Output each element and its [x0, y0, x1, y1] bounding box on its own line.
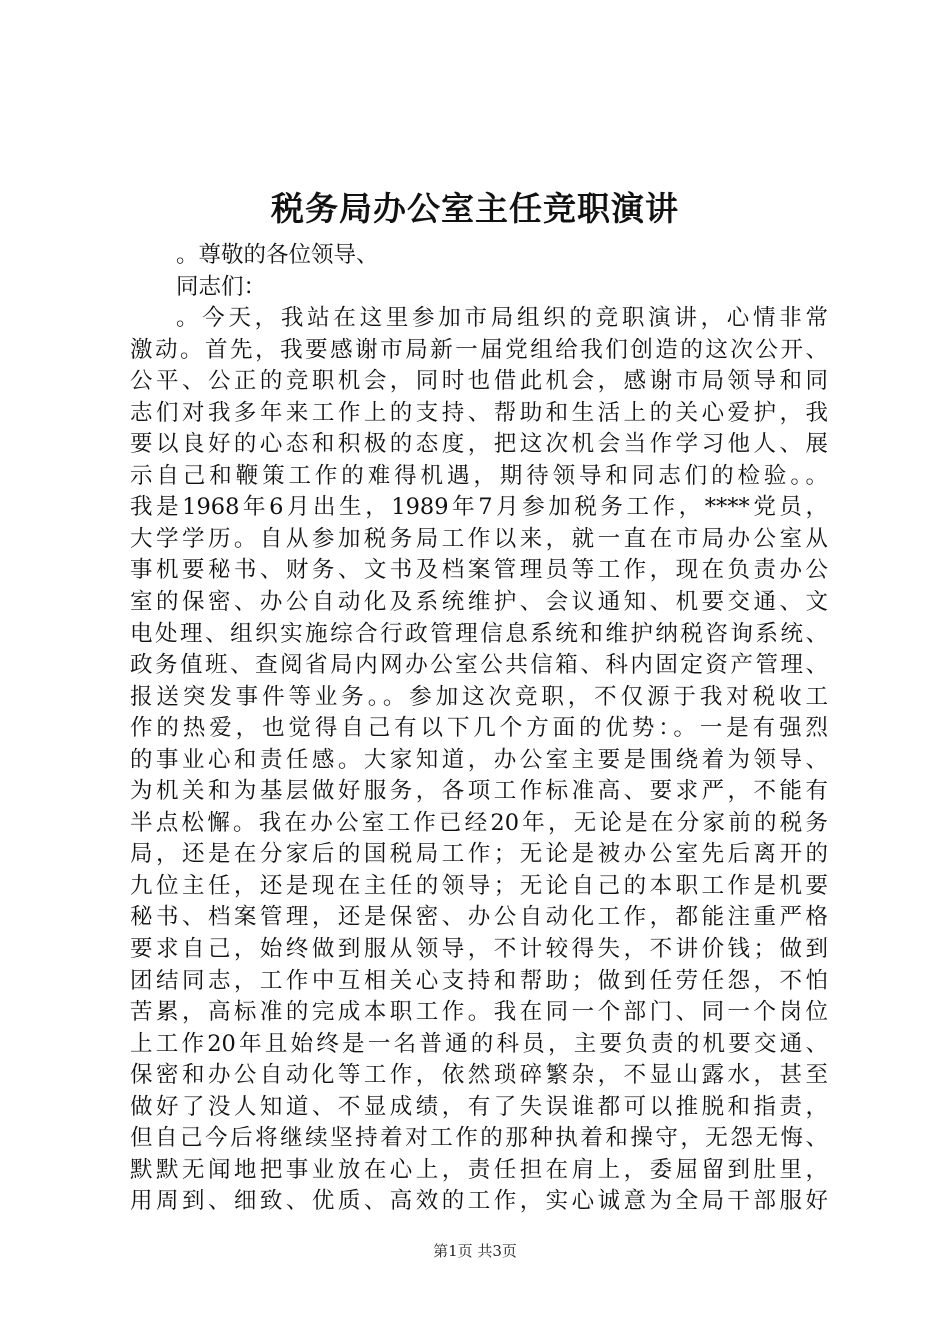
- body-line: 秘书、档案管理，还是保密、办公自动化工作，都能注重严格: [130, 904, 828, 931]
- body-line: 作的热爱，也觉得自己有以下几个方面的优势：。一是有强烈: [130, 715, 828, 742]
- body-line: 九位主任，还是现在主任的领导；无论自己的本职工作是机要: [130, 872, 828, 899]
- body-line: 室的保密、办公自动化及系统维护、会议通知、机要交通、文: [130, 589, 828, 616]
- body-line: 政务值班、查阅省局内网办公室公共信箱、科内固定资产管理、: [130, 652, 828, 679]
- body-line: 。尊敬的各位领导、: [176, 242, 379, 268]
- body-line: 激动。首先，我要感谢市局新一届党组给我们创造的这次公开、: [130, 336, 828, 363]
- body-line: 默默无闻地把事业放在心上，责任担在肩上，委屈留到肚里，: [130, 1156, 828, 1183]
- body-line: 半点松懈。我在办公室工作已经20年，无论是在分家前的税务: [130, 809, 828, 836]
- body-line: 。今天，我站在这里参加市局组织的竞职演讲，心情非常: [176, 305, 828, 332]
- document-body: [130, 240, 828, 1218]
- body-line: 电处理、组织实施综合行政管理信息系统和维护纳税咨询系统、: [130, 620, 828, 647]
- body-line: 事机要秘书、财务、文书及档案管理员等工作，现在负责办公: [130, 557, 828, 584]
- body-line: 公平、公正的竞职机会，同时也借此机会，感谢市局领导和同: [130, 368, 828, 395]
- page-footer: 第1页 共3页: [433, 1242, 517, 1260]
- document-title: 税务局办公室主任竞职演讲: [271, 189, 679, 228]
- body-line: 局，还是在分家后的国税局工作；无论是被办公室先后离开的: [130, 841, 828, 868]
- body-line: 苦累，高标准的完成本职工作。我在同一个部门、同一个岗位: [130, 999, 828, 1026]
- body-line: 为机关和为基层做好服务，各项工作标准高、要求严，不能有: [130, 778, 828, 805]
- body-line: 用周到、细致、优质、高效的工作，实心诚意为全局干部服好: [130, 1188, 828, 1215]
- body-line: 但自己今后将继续坚持着对工作的那种执着和操守，无怨无悔、: [130, 1125, 828, 1152]
- body-line: 团结同志，工作中互相关心支持和帮助；做到任劳任怨，不怕: [130, 967, 828, 994]
- body-line: 的事业心和责任感。大家知道，办公室主要是围绕着为领导、: [130, 746, 828, 773]
- body-line: 示自己和鞭策工作的难得机遇，期待领导和同志们的检验。。: [130, 462, 828, 489]
- body-line: 保密和办公自动化等工作，依然琐碎繁杂，不显山露水，甚至: [130, 1062, 828, 1089]
- body-line: 要以良好的心态和积极的态度，把这次机会当作学习他人、展: [130, 431, 828, 458]
- body-line: 做好了没人知道、不显成绩，有了失误谁都可以推脱和指责，: [130, 1093, 828, 1120]
- body-line: 大学学历。自从参加税务局工作以来，就一直在市局办公室从: [130, 525, 828, 552]
- body-line: 报送突发事件等业务。。参加这次竞职，不仅源于我对税收工: [130, 683, 828, 710]
- body-line: 志们对我多年来工作上的支持、帮助和生活上的关心爱护，我: [130, 399, 828, 426]
- body-line: 要求自己，始终做到服从领导，不计较得失，不讲价钱；做到: [130, 936, 828, 963]
- body-line: 我是1968年6月出生，1989年7月参加税务工作，****党员，: [130, 494, 828, 521]
- body-line: 上工作20年且始终是一名普通的科员，主要负责的机要交通、: [130, 1030, 828, 1057]
- body-line: 同志们：: [176, 273, 267, 300]
